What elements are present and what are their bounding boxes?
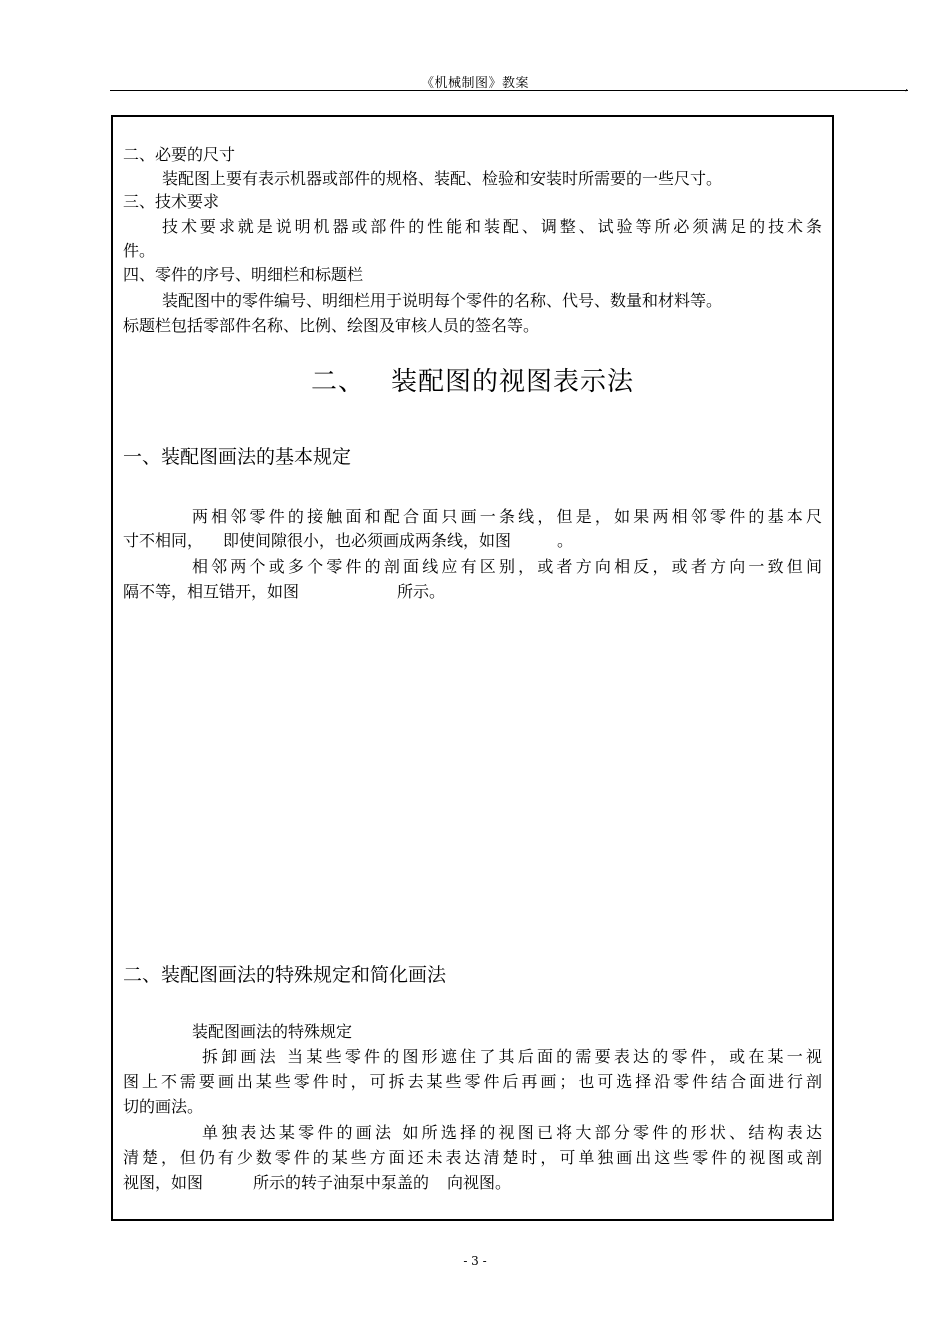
- part2-heading: 二、装配图画法的特殊规定和简化画法: [123, 964, 447, 986]
- paragraph-part-numbers-line2: 标题栏包括零部件名称、比例、绘图及审核人员的签名等。: [123, 316, 540, 335]
- page-header: 《机械制图》教案: [420, 76, 529, 91]
- part1-paragraph1-line1: 两相邻零件的接触面和配合面只画一条线，但是，如果两相邻零件的基本尺: [192, 507, 822, 526]
- part1-p1-segment-a: 寸不相同，: [123, 531, 204, 550]
- part2-paragraph2-line3: [123, 1173, 511, 1193]
- chapter-number: 二、: [310, 367, 365, 397]
- paragraph-tech-requirements-line2: 件。: [123, 241, 156, 260]
- part2-paragraph1-line3: 切的画法。: [123, 1097, 204, 1116]
- part1-paragraph2-line2: [123, 582, 445, 602]
- content-frame: [111, 115, 834, 1221]
- part2-paragraph1-line2: 图上不需要画出某些零件时，可拆去某些零件后再画；也可选择沿零件结合面进行剖: [123, 1072, 822, 1091]
- part2-p2-segment-c: 向视图。: [447, 1173, 512, 1192]
- header-rule: [110, 90, 908, 91]
- part1-p2-segment-b: 所示。: [397, 582, 446, 601]
- part2-paragraph2-line2: 清楚，但仍有少数零件的某些方面还未表达清楚时，可单独画出这些零件的视图或剖: [123, 1148, 822, 1167]
- part2-paragraph2-line1: 单独表达某零件的画法 如所选择的视图已将大部分零件的形状、结构表达: [202, 1123, 822, 1142]
- part2-subheading: 装配图画法的特殊规定: [192, 1022, 353, 1041]
- paragraph-part-numbers-line1: 装配图中的零件编号、明细栏用于说明每个零件的名称、代号、数量和材料等。: [162, 291, 723, 310]
- paragraph-dimensions: 装配图上要有表示机器或部件的规格、装配、检验和安装时所需要的一些尺寸。: [162, 169, 723, 188]
- part1-p1-segment-b: 即使间隙很小，也必须画成两条线，如图: [223, 531, 512, 550]
- section-heading-dimensions: 二、必要的尺寸: [123, 145, 236, 164]
- part1-p2-segment-a: 隔不等，相互错开，如图: [123, 582, 300, 601]
- chapter-title-text: 装配图的视图表示法: [391, 367, 635, 397]
- part1-paragraph1-line2: [123, 531, 573, 551]
- section-heading-tech-requirements: 三、技术要求: [123, 192, 220, 211]
- part2-p2-segment-a: 视图，如图: [123, 1173, 204, 1192]
- header-mark: ,: [905, 82, 909, 93]
- paragraph-tech-requirements-line1: 技术要求就是说明机器或部件的性能和装配、调整、试验等所必须满足的技术条: [162, 217, 822, 236]
- chapter-title: [113, 361, 832, 398]
- part2-p2-segment-b: 所示的转子油泵中泵盖的: [253, 1173, 430, 1192]
- part1-p1-segment-c: 。: [557, 531, 574, 550]
- page-number: - 3 -: [463, 1254, 487, 1268]
- section-heading-part-numbers: 四、零件的序号、明细栏和标题栏: [123, 265, 364, 284]
- part2-paragraph1-line1: 拆卸画法 当某些零件的图形遮住了其后面的需要表达的零件，或在某一视: [202, 1047, 822, 1066]
- part1-heading: 一、装配图画法的基本规定: [123, 446, 352, 468]
- part1-paragraph2-line1: 相邻两个或多个零件的剖面线应有区别，或者方向相反，或者方向一致但间: [192, 557, 822, 576]
